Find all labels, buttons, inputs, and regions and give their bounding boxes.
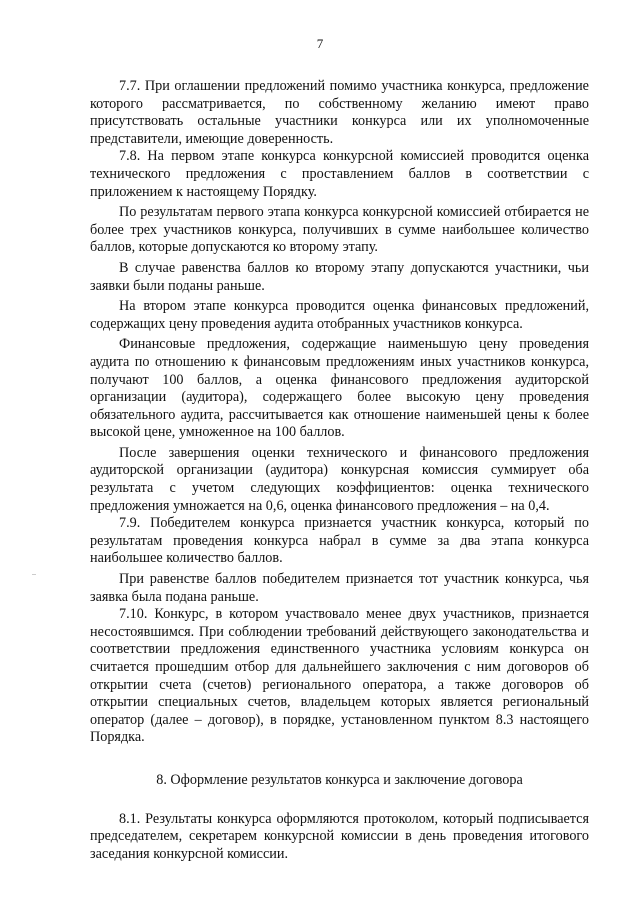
document-body (90, 78, 589, 863)
paragraph-winner-tie: При равенстве баллов победителем признается тот участник конкурса, чья заявка была подана раньше. (90, 571, 589, 605)
section-heading-8: 8. Оформление результатов конкурса и заключение договора (156, 771, 523, 788)
paragraph-8-1: 8.1. Результаты конкурса оформляются протоколом, который подписывается председателем, секретарем конкурсной комиссии в день проведения итогового заседания конкурсной комиссии. (90, 810, 589, 862)
page-number: 7 (316, 36, 324, 51)
margin-mark (32, 574, 36, 575)
paragraph-second-stage: На втором этапе конкурса проводится оценка финансовых предложений, содержащих цену проведения аудита отобранных участников конкурса. (90, 298, 589, 332)
paragraph-equal-points: В случае равенства баллов ко второму этапу допускаются участники, чьи заявки были поданы раньше. (90, 259, 589, 294)
paragraph-first-stage-results: По результатам первого этапа конкурса конкурсной комиссией отбирается не более трех участников конкурса, получивших в сумме наибольшее количество баллов, которые допускаются ко второму этапу. (90, 204, 589, 256)
paragraph-7-10: 7.10. Конкурс, в котором участвовало менее двух участников, признается несостоявшимся. При соблюдении требований действующего законодательства и соответствии предложения единственного участника условиям конкурса он считается прошедшим отбор для дальнейшего заключения с ним договоров об открытии счета (счетов) регионального оператора, а также договоров об открытии специальных счетов, владельцем которых является региональный оператор (далее – договор), в порядке, установленном пунктом 8.3 настоящего Порядка. (90, 606, 589, 746)
paragraph-7-8: 7.8. На первом этапе конкурса конкурсной комиссией проводится оценка технического предложения с проставлением баллов в соответствии с приложением к настоящему Порядку. (90, 148, 589, 200)
paragraph-coefficients: После завершения оценки технического и финансового предложения аудиторской организации (аудитора) конкурсная комиссия суммирует оба результата с учетом следующих коэффициентов: оценка технического предложения умножается на 0,6, оценка финансового предложения – на 0,4. (90, 444, 589, 514)
paragraph-7-7: 7.7. При оглашении предложений помимо участника конкурса, предложение которого рассматривается, по собственному желанию имеют право присутствовать остальные участники конкурса или их уполномоченные представители, имеющие доверенность. (90, 78, 589, 147)
paragraph-financial-offers: Финансовые предложения, содержащие наименьшую цену проведения аудита по отношению к финансовым предложениям иных участников конкурса, получают 100 баллов, а оценка финансового предложения аудиторской организации (аудитора), содержащего более высокую цену проведения обязательного аудита, рассчитывается как отношение наименьшей цены к более высокой цене, умноженное на 100 баллов. (90, 336, 589, 441)
paragraph-7-9: 7.9. Победителем конкурса признается участник конкурса, который по результатам проведения конкурса набрал в сумме за два этапа конкурса наибольшее количество баллов. (90, 515, 589, 567)
